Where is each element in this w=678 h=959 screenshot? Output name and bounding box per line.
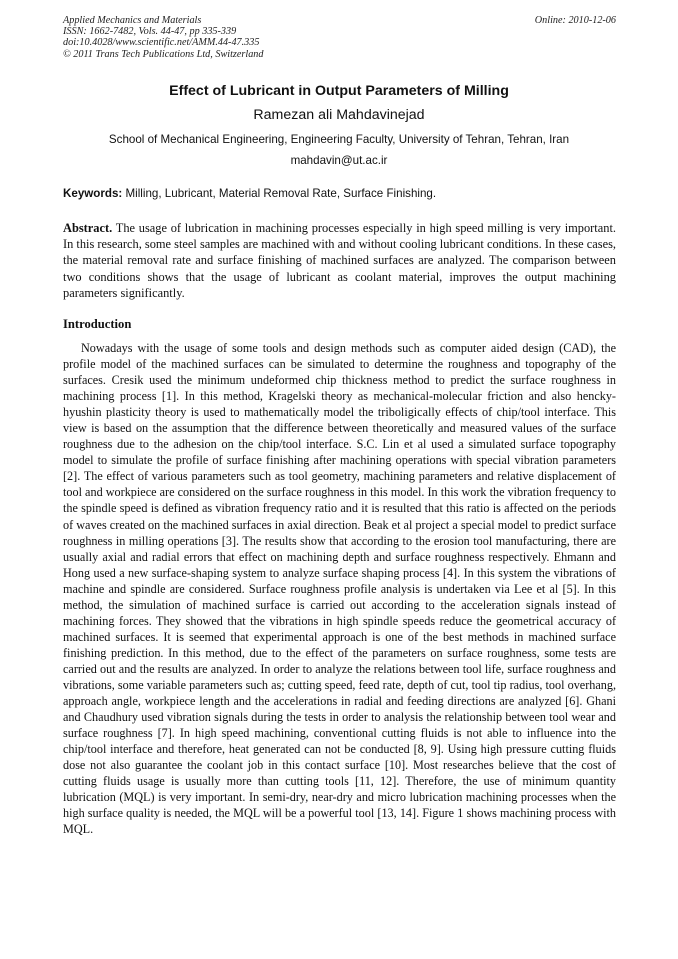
- keywords-text: Milling, Lubricant, Material Removal Rate, Surface Finishing.: [122, 187, 437, 200]
- abstract-text: The usage of lubrication in machining processes especially in high speed milling is very important. In this research, some steel samples are machined with and without cooling lubricant conditions. In these cases, the material removal rate and surface finishing of machined surfaces are analyzed. The comparison between two conditions shows that the usage of lubricant as coolant material, improves the output machining parameters significantly.: [63, 221, 616, 300]
- keywords: [63, 186, 616, 201]
- paper-title: Effect of Lubricant in Output Parameters of Milling: [169, 83, 509, 99]
- journal-copyright: © 2011 Trans Tech Publications Ltd, Switzerland: [63, 48, 264, 60]
- journal-issn: ISSN: 1662-7482, Vols. 44-47, pp 335-339: [63, 26, 237, 38]
- abstract: [63, 220, 616, 301]
- introduction-paragraph: Nowadays with the usage of some tools and design methods such as computer aided design (CAD), the profile model of the machined surfaces can be simulated to determine the roughness and topography of the surfaces. Cresik used the minimum undeformed chip thickness method to predict the surface roughness in machining process [1]. In this method, Kragelski theory as mechanical-molecular friction and also hencky-hyushin plasticity theory is used to mathematically model the triboligically effects of chip/tool interface. This view is based on the assumption that the difference between theoretically and measured values of the surface roughness due to the adhesion on the chip/tool interface. S.C. Lin et al used a simulated surface topography model to simulate the profile of surface finishing after machining operations with special vibration parameters [2]. The effect of various parameters such as tool geometry, machining parameters and relative displacement of tool and workpiece are considered on the surface roughness in this model. In this work the vibration frequency to the spindle speed is defined as vibration frequency ratio and it is resulted that this ratio is affected on the periods of waves created on the machined surfaces in axial direction. Beak et al project a special model to predict surface roughness in milling operations [3]. The results show that according to the erosion tool manufacturing, there are usually axial and radial errors that effect on machining depth and surface roughness respectively. Ehmann and Hong used a new surface-shaping system to analyze surface shaping process [4]. In this system the vibrations of machine and spindle are considered. Surface roughness profile analysis is undertaken via Lee et al [5]. In this method, the simulation of machined surface is carried out according to the acceleration signals instead of machining forces. They showed that the vibrations in high spindle speeds reduce the geometrical accuracy of machined surfaces. It is seemed that experimental approach is one of the best methods in machined surface finishing prediction. In this method, due to the effect of the parameters on surface roughness, some tests are carried out and the results are analyzed. In order to analyze the relations between tool life, surface roughness and vibrations, some variable parameters such as; cutting speed, feed rate, depth of cut, tool tip radius, tool overhang, approach angle, workpiece length and the accelerations in radial and feeding directions are analyzed [6]. Ghani and Chaudhury used vibration signals during the tests in order to analysis the relationship between tool wear and surface roughness [7]. In high speed machining, conventional cutting fluids is not able to influence into the chip/tool interface and therefore, heat generated can not be conducted [8, 9]. Using high pressure cutting fluids dose not also guarantee the coolant job in this contact surface [10]. Most researches believe that the cost of cutting fluids usage is usually more than cutting tools [11, 12]. Therefore, the use of minimum quantity lubrication (MQL) is very important. In semi-dry, near-dry and micro lubrication machining processes when the high surface quality is needed, the MQL will be a powerful tool [13, 14]. Figure 1 shows machining process with MQL.: [63, 341, 616, 837]
- paper-author: Ramezan ali Mahdavinejad: [253, 107, 425, 123]
- author-email: mahdavin@ut.ac.ir: [290, 154, 388, 167]
- introduction-heading: Introduction: [63, 317, 132, 331]
- journal-header: [63, 15, 616, 60]
- journal-doi: doi:10.4028/www.scientific.net/AMM.44-47.335: [63, 37, 260, 49]
- author-affiliation: School of Mechanical Engineering, Engineering Faculty, University of Tehran, Tehran, Iran: [108, 133, 570, 146]
- journal-name: Applied Mechanics and Materials: [63, 15, 202, 26]
- abstract-label: Abstract.: [63, 221, 113, 235]
- keywords-label: Keywords:: [63, 187, 123, 200]
- online-date: Online: 2010-12-06: [534, 15, 616, 26]
